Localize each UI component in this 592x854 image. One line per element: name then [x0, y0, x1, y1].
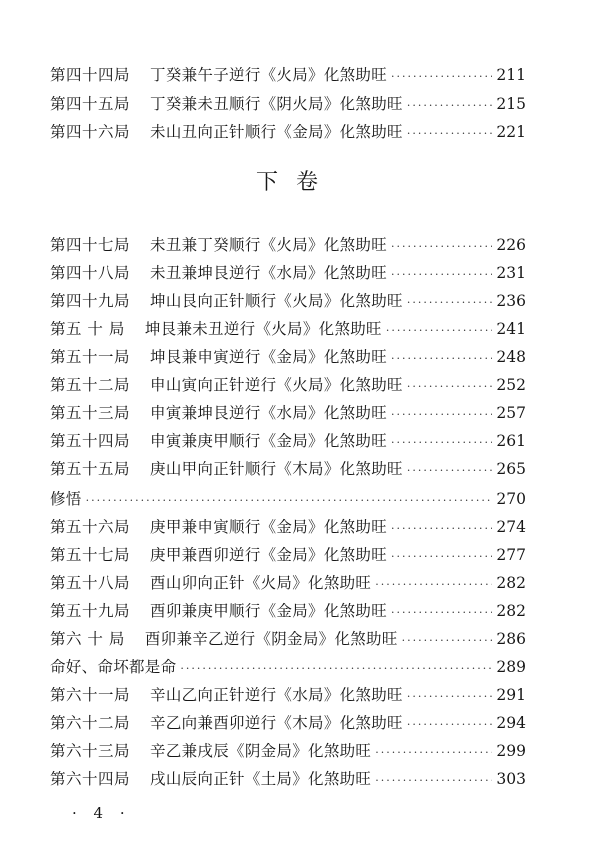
dot-leader [391, 544, 492, 570]
page-number: 226 [496, 236, 526, 254]
toc-entry [50, 428, 526, 454]
toc-entry [50, 626, 526, 652]
chapter-number: 第五十七局 [50, 546, 131, 564]
chapter-number: 第五 十 局 [50, 320, 125, 338]
toc-entry [50, 62, 526, 88]
chapter-number: 第六 十 局 [50, 630, 125, 648]
page-number: 299 [496, 742, 526, 760]
chapter-number: 第六十三局 [50, 742, 131, 760]
toc-entry [50, 372, 526, 398]
chapter-title: 丁癸兼午子逆行《火局》化煞助旺 [150, 66, 388, 84]
page-number: 261 [496, 432, 526, 450]
chapter-title: 庚甲兼申寅顺行《金局》化煞助旺 [150, 518, 388, 536]
toc-entry [50, 260, 526, 286]
chapter-title: 辛乙向兼酉卯逆行《木局》化煞助旺 [150, 714, 403, 732]
page-number: 282 [496, 574, 526, 592]
page-number: 231 [496, 264, 526, 282]
chapter-title: 申山寅向正针逆行《火局》化煞助旺 [150, 376, 403, 394]
page-number: 252 [496, 376, 526, 394]
dot-leader [391, 234, 492, 260]
dot-leader [86, 488, 493, 514]
dot-leader [391, 262, 492, 288]
page-number: 215 [496, 95, 526, 113]
toc-entry [50, 738, 526, 764]
toc-entry [50, 710, 526, 736]
toc-entry [50, 598, 526, 624]
dot-leader [402, 628, 493, 654]
page-number: 241 [496, 320, 526, 338]
chapter-title: 庚山甲向正针顺行《木局》化煞助旺 [150, 460, 403, 478]
toc-entry [50, 316, 526, 342]
chapter-number: 第五十六局 [50, 518, 131, 536]
chapter-number: 第四十四局 [50, 66, 131, 84]
page-number: 282 [496, 602, 526, 620]
chapter-title: 庚甲兼酉卯逆行《金局》化煞助旺 [150, 546, 388, 564]
chapter-number: 第六十四局 [50, 770, 131, 788]
chapter-title: 酉山卯向正针《火局》化煞助旺 [150, 574, 372, 592]
chapter-title: 辛乙兼戌辰《阴金局》化煞助旺 [150, 742, 372, 760]
dot-leader [407, 712, 493, 738]
essay-title: 修悟 [50, 490, 82, 508]
chapter-title: 申寅兼坤艮逆行《水局》化煞助旺 [150, 404, 388, 422]
dot-leader [407, 121, 493, 147]
chapter-title: 酉卯兼辛乙逆行《阴金局》化煞助旺 [144, 630, 398, 648]
chapter-title: 申寅兼庚甲顺行《金局》化煞助旺 [150, 432, 388, 450]
page-number: 289 [496, 658, 526, 676]
page-number: 294 [496, 714, 526, 732]
dot-leader [391, 402, 492, 428]
chapter-title: 坤山艮向正针顺行《火局》化煞助旺 [150, 292, 403, 310]
chapter-number: 第四十九局 [50, 292, 131, 310]
chapter-number: 第六十二局 [50, 714, 131, 732]
toc-entry [50, 766, 526, 792]
page-footer-number: · 4 · [72, 804, 131, 822]
chapter-number: 第五十二局 [50, 376, 131, 394]
chapter-number: 第四十八局 [50, 264, 131, 282]
chapter-title: 未丑兼丁癸顺行《火局》化煞助旺 [150, 236, 388, 254]
chapter-title: 戌山辰向正针《土局》化煞助旺 [150, 770, 372, 788]
page-number: 303 [496, 770, 526, 788]
dot-leader [407, 458, 493, 484]
toc-entry [50, 91, 526, 117]
toc-entry [50, 682, 526, 708]
toc-entry [50, 456, 526, 482]
dot-leader [386, 318, 493, 344]
dot-leader [407, 684, 493, 710]
toc-entry [50, 570, 526, 596]
dot-leader [375, 740, 492, 766]
page-number: 277 [496, 546, 526, 564]
chapter-title: 辛山乙向正针逆行《水局》化煞助旺 [150, 686, 403, 704]
toc-entry [50, 344, 526, 370]
section-title: 下卷 [255, 170, 336, 195]
toc-entry [50, 119, 526, 145]
chapter-number: 第五十四局 [50, 432, 131, 450]
toc-entry [50, 232, 526, 258]
page-number: 211 [496, 66, 526, 84]
dot-leader [391, 516, 492, 542]
page-number: 236 [496, 292, 526, 310]
dot-leader [375, 572, 492, 598]
chapter-title: 坤艮兼未丑逆行《火局》化煞助旺 [144, 320, 382, 338]
chapter-title: 坤艮兼申寅逆行《金局》化煞助旺 [150, 348, 388, 366]
dot-leader [407, 290, 493, 316]
toc-entry [50, 288, 526, 314]
page-number: 265 [496, 460, 526, 478]
toc-entry [50, 514, 526, 540]
chapter-number: 第五十九局 [50, 602, 131, 620]
toc-entry [50, 542, 526, 568]
chapter-number: 第五十一局 [50, 348, 131, 366]
dot-leader [391, 346, 492, 372]
chapter-number: 第六十一局 [50, 686, 131, 704]
dot-leader [375, 768, 492, 794]
chapter-number: 第五十三局 [50, 404, 131, 422]
dot-leader [391, 600, 492, 626]
chapter-number: 第四十五局 [50, 95, 131, 113]
toc-entry [50, 400, 526, 426]
page-number: 257 [496, 404, 526, 422]
page-number: 274 [496, 518, 526, 536]
chapter-title: 未山丑向正针顺行《金局》化煞助旺 [150, 123, 403, 141]
chapter-title: 丁癸兼未丑顺行《阴火局》化煞助旺 [150, 95, 403, 113]
chapter-number: 第五十八局 [50, 574, 131, 592]
dot-leader [180, 656, 492, 682]
page-number: 221 [496, 123, 526, 141]
dot-leader [407, 374, 493, 400]
toc-entry-essay [50, 654, 526, 680]
dot-leader [391, 430, 492, 456]
page-number: 248 [496, 348, 526, 366]
toc-entry-essay [50, 486, 526, 512]
chapter-number: 第五十五局 [50, 460, 131, 478]
page-number: 270 [496, 490, 526, 508]
chapter-title: 酉卯兼庚甲顺行《金局》化煞助旺 [150, 602, 388, 620]
dot-leader [407, 93, 493, 119]
chapter-title: 未丑兼坤艮逆行《水局》化煞助旺 [150, 264, 388, 282]
chapter-number: 第四十六局 [50, 123, 131, 141]
page-number: 286 [496, 630, 526, 648]
essay-title: 命好、命坏都是命 [50, 658, 177, 676]
dot-leader [391, 64, 492, 90]
chapter-number: 第四十七局 [50, 236, 131, 254]
page-number: 291 [496, 686, 526, 704]
